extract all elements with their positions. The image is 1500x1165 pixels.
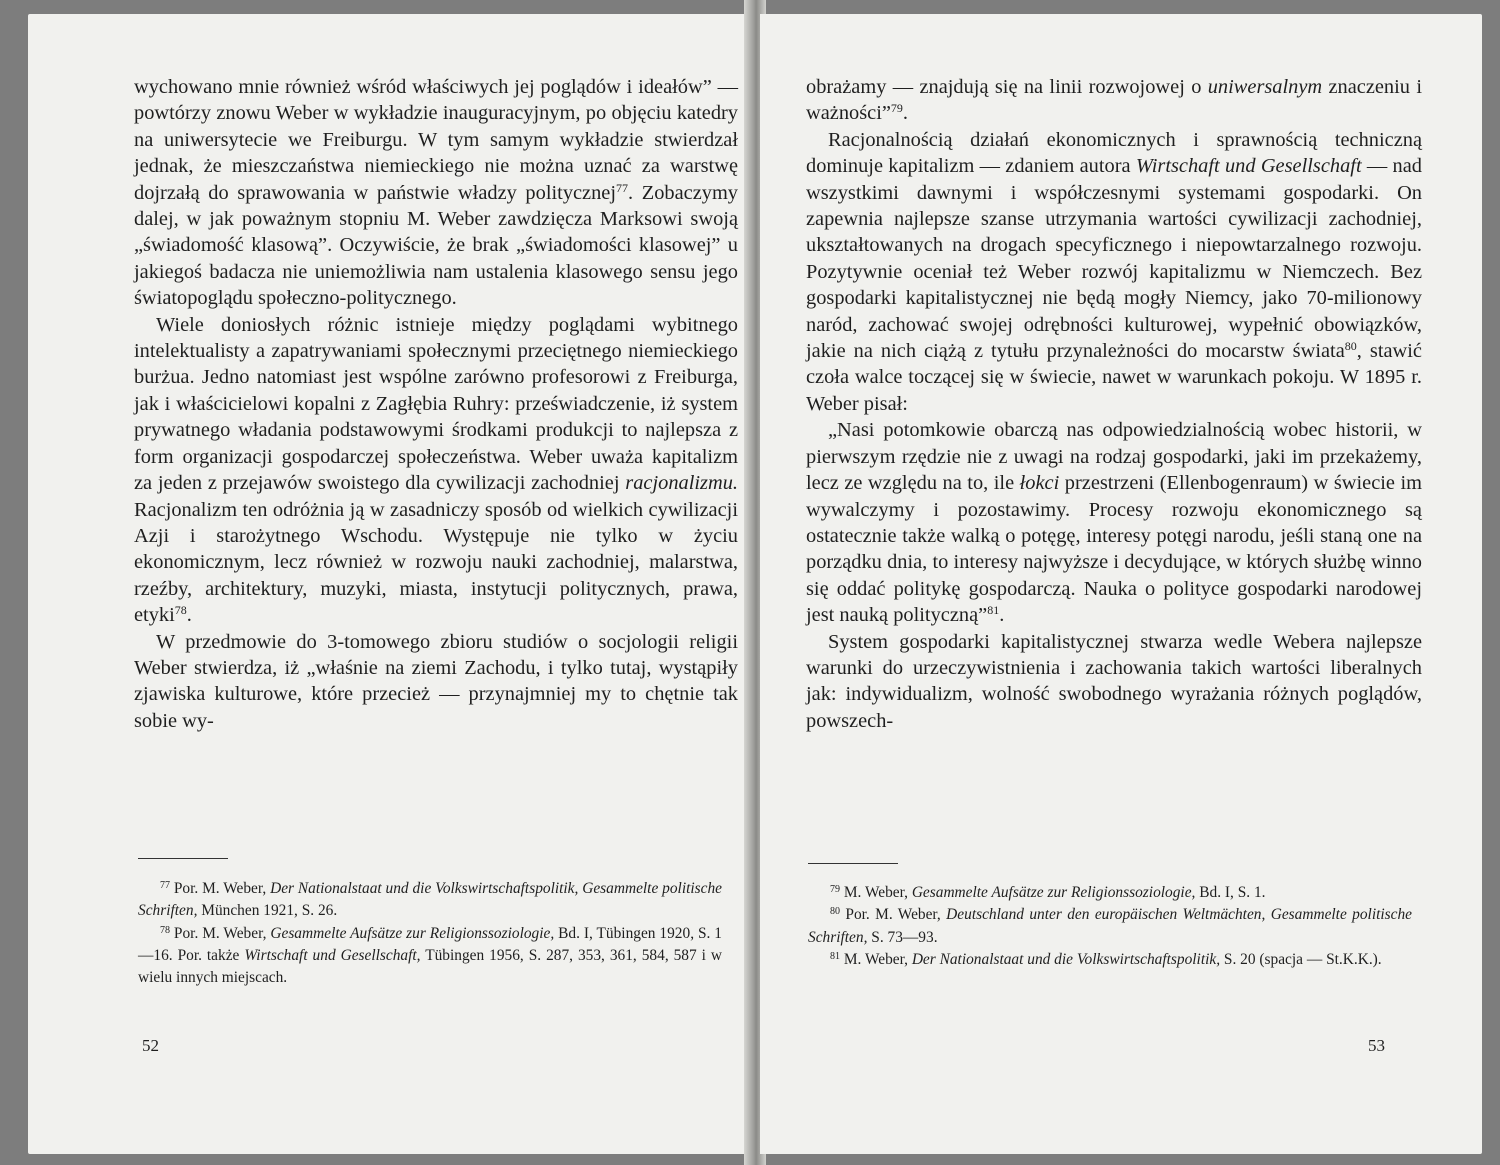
footnote-80: $^{80}$ Por. M. Weber, Deutschland unter den europäischen Weltmächten, Gesammelte politische Schriften, S. 73—93. xyxy=(808,906,1412,946)
footnote-rule xyxy=(808,863,898,864)
right-footnotes xyxy=(808,882,1412,971)
paragraph: wychowano mnie również wśród właściwych jej poglądów i ideałów” — powtórzy znowu Weber w wykładzie inauguracyjnym, po objęciu katedry na uniwersytecie we Freiburgu. W tym samym wykładzie stwierdzał jednak, że mieszczaństwa niemieckiego nie można uznać za warstwę dojrzałą do sprawowania w państwie władzy politycznej$^{77}$. Zobaczymy dalej, w jak poważnym stopniu M. Weber zawdzięcza Marksowi swoją „świadomość klasową”. Oczywiście, że brak „świadomości klasowej” u jakiegoś badacza nie uniemożliwia nam ustalenia klasowego sensu jego światopoglądu społeczno-politycznego. xyxy=(134,76,738,310)
left-footnotes xyxy=(138,878,722,989)
page-number: 52 xyxy=(142,1036,159,1055)
paragraph: Racjonalnością działań ekonomicznych i sprawnością techniczną dominuje kapitalizm — zdaniem autora Wirtschaft und Gesellschaft — nad wszystkimi dawnymi i współczesnymi systemami gospodarki. On zapewnia najlepsze szanse utrzymania wartości cywilizacji zachodniej, ukształtowanych na drogach specyficznego i niepowtarzalnego rozwoju. Pozytywnie oceniał też Weber rozwój kapitalizmu w Niemczech. Bez gospodarki kapitalistycznej nie będą mogły Niemcy, jako 70-milionowy naród, zachować swojej odrębności kulturowej, wypełnić obowiązków, jakie na nich ciążą z tytułu przynależności do mocarstw świata$^{80}$, stawić czoła walce toczącej się w świecie, nawet w warunkach pokoju. W 1895 r. Weber pisał: xyxy=(806,128,1422,415)
footnote-78: $^{78}$ Por. M. Weber, Gesammelte Aufsätze zur Religionssoziologie, Bd. I, Tübingen 1920, S. 1—16. Por. także Wirtschaft und Gesellschaft, Tübingen 1956, S. 287, 353, 361, 584, 587 i w wielu innych miejscach. xyxy=(138,924,723,987)
quotation-paragraph: „Nasi potomkowie obarczą nas odpowiedzialnością wobec historii, w pierwszym rzędzie nie z uwagi na rodzaj gospodarki, jaki im przekażemy, lecz ze względu na to, ile łokci przestrzeni (Ellenbogenraum) w świecie im wywalczymy i pozostawimy. Procesy rozwoju ekonomicznego są ostatecznie także walką o potęgę, interesy potęgi narodu, jeśli staną one na porządku dnia, to interesy najwyższe i decydujące, w których służbę winno się oddać politykę gospodarczą. Nauka o polityce gospodarki narodowej jest nauką polityczną”$^{81}$. xyxy=(806,419,1422,627)
paragraph: Wiele doniosłych różnic istnieje między poglądami wybitnego intelektualisty a zapatrywaniami społecznymi przeciętnego niemieckiego burżua. Jedno natomiast jest wspólne zarówno profesorowi z Freiburga, jak i właścicielowi kopalni z Zagłębia Ruhry: przeświadczenie, iż system prywatnego władania podstawowymi środkami produkcji to najlepsza z form organizacji gospodarczej społeczeństwa. Weber uważa kapitalizm za jeden z przejawów swoistego dla cywilizacji zachodniej racjonalizmu. Racjonalizm ten odróżnia ją w zasadniczy sposób od wielkich cywilizacji Azji i starożytnego Wschodu. Występuje nie tylko w życiu ekonomicznym, lecz również w rozwoju nauki zachodniej, malarstwa, rzeźby, architektury, muzyki, miasta, instytucji politycznych, prawa, etyki$^{78}$. xyxy=(134,313,738,627)
footnote-ref-78: 78 xyxy=(174,603,187,618)
right-body-text xyxy=(806,74,1422,734)
footnote-81: $^{81}$ M. Weber, Der Nationalstaat und die Volkswirtschaftspolitik, S. 20 (spacja — St.K.K.). xyxy=(830,950,1382,968)
right-page xyxy=(760,14,1482,1154)
paragraph: obrażamy — znajdują się na linii rozwojowej o uniwersalnym znaczeniu i ważności”$^{79}$. xyxy=(806,76,1422,125)
footnote-ref-80: 80 xyxy=(1344,339,1357,354)
footnote-rule xyxy=(138,858,228,859)
footnote-77: $^{77}$ Por. M. Weber, Der Nationalstaat und die Volkswirtschaftspolitik, Gesammelte politische Schriften, München 1921, S. 26. xyxy=(138,880,722,920)
left-page xyxy=(28,14,750,1154)
paragraph: System gospodarki kapitalistycznej stwarza wedle Webera najlepsze warunki do urzeczywistnienia i zachowania takich wartości liberalnych jak: indywidualizm, wolność swobodnego wyrażania różnych poglądów, powszech- xyxy=(806,630,1422,732)
footnote-79: $^{79}$ M. Weber, Gesammelte Aufsätze zur Religionssoziologie, Bd. I, S. 1. xyxy=(830,884,1266,901)
footnote-ref-81: 81 xyxy=(987,603,1000,618)
footnote-ref-77: 77 xyxy=(616,180,629,195)
left-body-text xyxy=(134,74,738,734)
page-number: 53 xyxy=(1368,1036,1385,1055)
paragraph: W przedmowie do 3-tomowego zbioru studiów o socjologii religii Weber stwierdza, iż „właśnie na ziemi Zachodu, i tylko tutaj, wystąpiły zjawiska kulturowe, które przecież — przynajmniej my to chętnie tak sobie wy- xyxy=(134,630,738,732)
footnote-ref-79: 79 xyxy=(890,101,903,116)
